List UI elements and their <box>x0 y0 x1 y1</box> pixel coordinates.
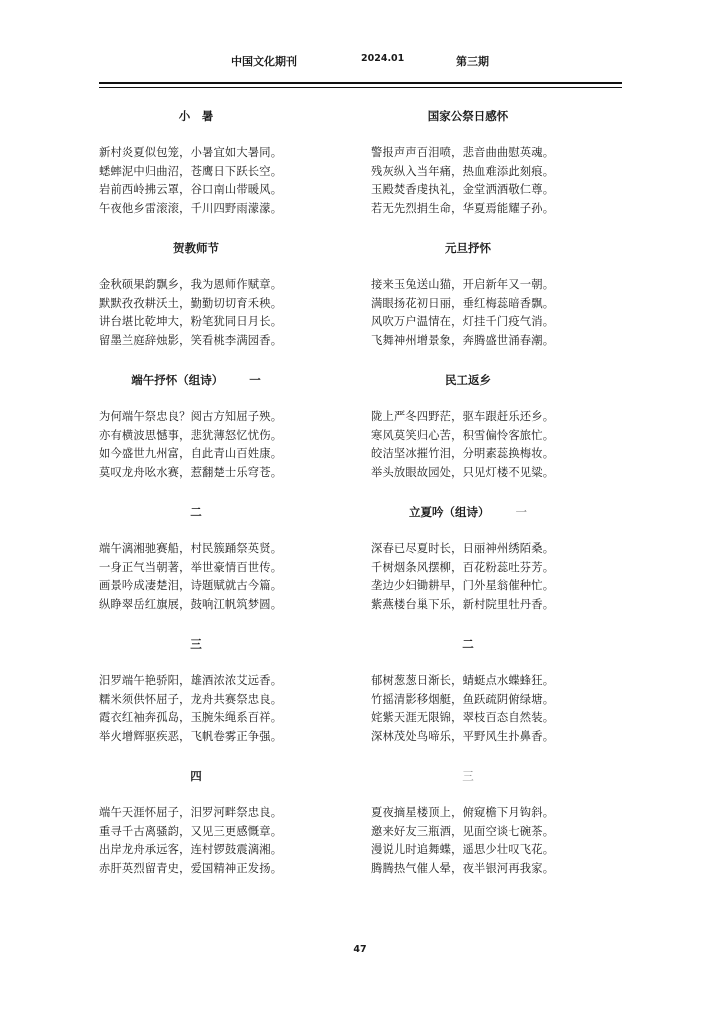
poem-title-text: 贺教师节 <box>173 241 219 255</box>
poem-line: 为何端午祭忠良？阅古方知屈子殃。 <box>99 410 283 423</box>
poem-title <box>371 103 565 131</box>
poem-line: 讲台堪比乾坤大，粉笔犹同日月长。 <box>99 315 283 328</box>
poem-line: 举头放眼故园处，只见灯楼不见粱。 <box>371 465 555 479</box>
poem-title <box>99 499 293 527</box>
poem-line: 莫叹龙舟吆水赛，惹翻楚士乐穹苍。 <box>99 465 283 479</box>
poem-line: 深林茂处鸟啼乐，平野风生扑鼻香。 <box>371 729 555 743</box>
poem-line: 默默孜孜耕沃土，勤勤切切育禾秧。 <box>99 296 283 310</box>
poem-line: 端午漓湘驰赛船，村民簇踊祭英贤。 <box>99 542 283 555</box>
poem-line: 陇上严冬四野茫，驱车跟赶乐还乡。 <box>371 410 555 423</box>
poem <box>371 367 565 499</box>
poem-line: 糯米须供怀屈子，龙舟共赛祭忠良。 <box>99 692 283 706</box>
poem-title-text: 国家公祭日感怀 <box>427 109 509 123</box>
poem <box>99 235 293 367</box>
poem-line: 出岸龙舟承远客，连村锣鼓震漓湘。 <box>99 843 283 856</box>
page-number: 47 <box>353 944 367 955</box>
poem-line: 留墨兰庭辞烛影，笑看桃李满园香。 <box>99 333 283 347</box>
poem-title <box>99 763 293 791</box>
poem-line: 飞舞神州增景象，奔腾盛世涌春潮。 <box>371 333 555 347</box>
poem-line: 深春已尽夏时长，日丽神州绣陌桑。 <box>371 542 555 555</box>
poem <box>371 103 565 235</box>
poem-title <box>99 235 293 263</box>
poem-line: 岩前西岭拂云罩，谷口南山带暖风。 <box>99 183 283 196</box>
poem-line: 紫燕楼台巢下乐，新村院里牡丹香。 <box>371 597 555 611</box>
poem-line: 如今盛世九州富，自此青山百姓康。 <box>99 447 283 460</box>
poem-line: 皎洁坚冰摧竹泪，分明素蕊换梅妆。 <box>371 447 555 460</box>
issue-date: 2024.01 <box>361 53 405 64</box>
poem-title-text: 二 <box>462 637 474 651</box>
journal-title: 中国文化期刊 <box>231 55 297 68</box>
poem <box>99 499 293 631</box>
poem-title-text: 立夏吟（组诗） <box>409 505 490 519</box>
poem-line: 一身正气当朝著，举世豪情百世传。 <box>99 560 283 574</box>
poem-line: 垄边少妇锄耕早，门外星翁催种忙。 <box>371 579 555 592</box>
poem-title-text: 民工返乡 <box>445 373 491 387</box>
poem-line: 邀来好友三瓶酒，见面空谈七碗茶。 <box>371 824 555 838</box>
poem-line: 玉殿焚香虔执礼，金堂洒酒敬仁尊。 <box>371 183 555 196</box>
issue-number: 第三期 <box>456 55 489 68</box>
poem-line: 风吹万户温情在，灯挂千门疫气消。 <box>371 315 555 328</box>
poem-line: 竹摇清影移烟艇，鱼跃疏阴俯绿塘。 <box>371 692 555 706</box>
left-column <box>99 103 293 895</box>
poem-line: 重寻千古离骚韵，又见三更感慨章。 <box>99 824 283 838</box>
poem <box>371 763 565 895</box>
poem-title <box>371 631 565 659</box>
poem-line: 寒风莫笑归心苦，积雪偏怜客旅忙。 <box>371 428 555 442</box>
poem-line: 千树烟条风摆柳，百花粉蕊吐芬芳。 <box>371 560 555 574</box>
poem-title-text: 二 <box>190 505 202 519</box>
poem-title <box>99 103 293 131</box>
poem <box>371 499 565 631</box>
poem-title-text: 小 暑 <box>178 109 214 123</box>
poem-title-text: 四 <box>190 769 202 783</box>
poem-title <box>371 763 565 791</box>
poem-line: 夏夜摘星楼顶上，俯窥檐下月钩斜。 <box>371 806 555 819</box>
poem-line: 若无先烈捐生命，华夏焉能耀子孙。 <box>371 201 555 215</box>
poem-title <box>99 367 293 395</box>
poem-title-text: 端午抒怀（组诗） <box>131 373 224 387</box>
poem-line: 亦有横波思憾事，悲犹薄怒忆忧伤。 <box>99 428 283 442</box>
poem-line: 纵睁翠岳红旗展，鼓响江帆筑梦圆。 <box>99 597 283 611</box>
poem <box>99 103 293 235</box>
poem-line: 腾腾热气催人晕，夜半银河再我家。 <box>371 861 555 875</box>
poem-title <box>99 631 293 659</box>
poem-title <box>371 499 565 527</box>
poem-title-text: 元旦抒怀 <box>445 241 491 255</box>
poem-line: 画景吟成凄楚泪，诗题赋就古今篇。 <box>99 579 283 592</box>
poem-line: 警报声声百泪喷，悲音曲曲慰英魂。 <box>371 146 555 159</box>
poem-line: 满眼扬花初日丽，垂红梅蕊暗香飘。 <box>371 296 555 310</box>
poem-line: 举火增辉驱疾恶，飞帆卷雾正争强。 <box>99 729 283 743</box>
poem-line: 新村炎夏似包笼，小暑宜如大暑同。 <box>99 146 283 159</box>
poem-part-number: 一 <box>249 373 261 387</box>
poem-line: 金秋硕果韵飘乡，我为恩师作赋章。 <box>99 278 283 291</box>
poem-title-text: 三 <box>190 637 202 651</box>
page-header <box>0 53 720 69</box>
poem <box>371 235 565 367</box>
poem-line: 残灰纵入当年痛，热血难添此刻痕。 <box>371 164 555 178</box>
poem-line: 端午天涯怀屈子，汨罗河畔祭忠良。 <box>99 806 283 819</box>
poem-title <box>371 235 565 263</box>
poem-line: 霞衣红袖奔孤岛，玉腕朱绳系百祥。 <box>99 711 283 724</box>
poem <box>99 631 293 763</box>
poem-line: 汨罗端午艳骄阳，雄酒浓浓艾远香。 <box>99 674 283 687</box>
poem-part-number: 一 <box>515 505 527 519</box>
header-rule-thin <box>99 87 622 88</box>
header-rule-thick <box>99 82 622 84</box>
poem-title <box>371 367 565 395</box>
poem <box>371 631 565 763</box>
poem-line: 郁树葱葱日渐长，蜻蜓点水蝶蜂狂。 <box>371 674 555 687</box>
poem <box>99 367 293 499</box>
poem-line: 接来玉兔送山猫，开启新年又一朝。 <box>371 278 555 291</box>
poem-line: 姹紫天涯无限锦，翠枝百态自然装。 <box>371 711 555 724</box>
right-column <box>371 103 565 895</box>
poem-line: 午夜他乡雷滚滚，千川四野雨濛濛。 <box>99 201 283 215</box>
poem-line: 赤肝英烈留青史，爱国精神正发扬。 <box>99 861 283 875</box>
poem <box>99 763 293 895</box>
poem-line: 蟋蟀泥中归曲沼，苍鹰日下跃长空。 <box>99 164 283 178</box>
poem-line: 漫说儿时追舞蝶，遥思少壮叹飞花。 <box>371 843 555 856</box>
poem-title-text: 三 <box>462 769 474 783</box>
